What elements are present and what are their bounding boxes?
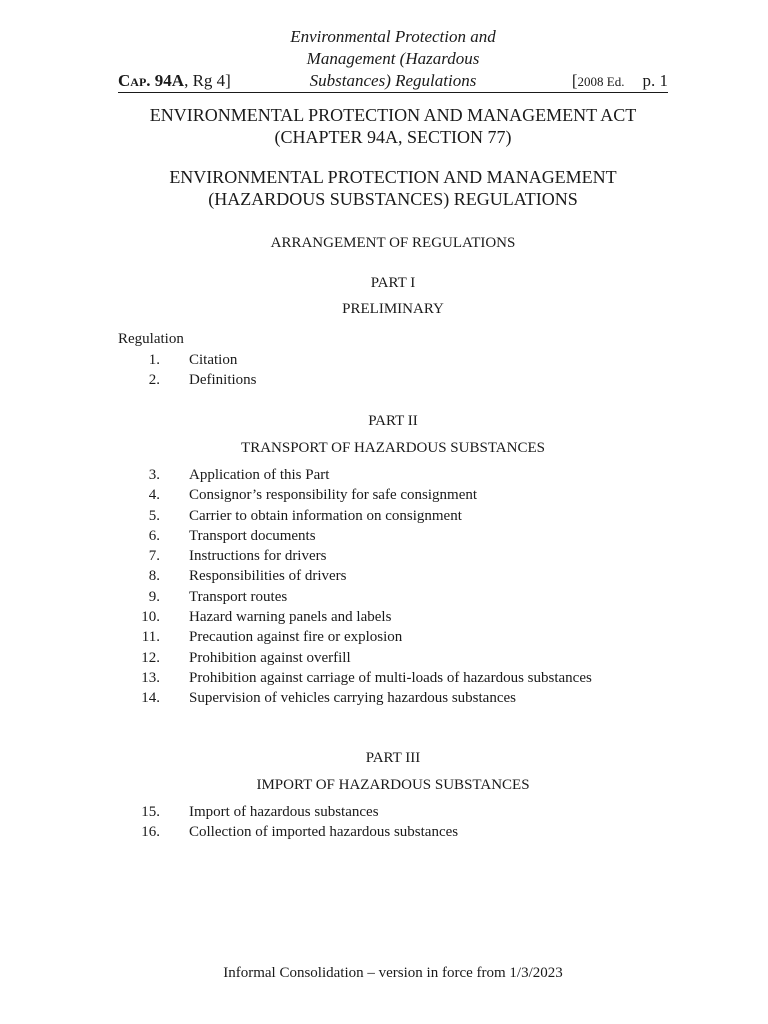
regulation-ref: , Rg 4] [184,71,231,90]
regulation-number: 15. [141,804,160,820]
regulation-title: Transport routes [189,588,288,605]
edition-page [572,70,668,93]
regulation-title: Supervision of vehicles carrying hazardous substances [189,690,516,707]
list-item [118,487,598,504]
part-label: PART I [370,275,416,291]
cap-number: 94A [154,71,185,90]
regulation-title: Responsibilities of drivers [189,568,347,585]
arrangement-heading: ARRANGEMENT OF REGULATIONS [270,235,516,251]
act-title-line: ENVIRONMENTAL PROTECTION AND MANAGEMENT ACT [149,105,637,125]
regulation-number: 16. [141,824,160,841]
part-label: PART III [365,750,421,766]
list-item [118,609,598,626]
list-item [118,670,598,687]
part-heading: IMPORT OF HAZARDOUS SUBSTANCES [256,777,530,793]
list-item [118,528,598,545]
list-item [118,372,598,389]
regulation-number: 12. [141,649,160,666]
regulation-title: Transport documents [189,527,316,544]
regulation-number: 4. [148,487,160,504]
list-item [118,568,598,585]
edition-bracket: [ [571,71,578,90]
regulation-title: Collection of imported hazardous substances [189,824,459,841]
list-item [118,824,598,841]
header-title [268,26,518,92]
edition: 2008 Ed. [577,74,625,89]
regulation-title: Import of hazardous substances [189,804,379,820]
chapter-reference [118,70,231,92]
list-item [118,508,598,525]
regulation-column-label: Regulation [118,331,184,347]
regulation-number: 9. [148,588,160,605]
regulations-title-line: (HAZARDOUS SUBSTANCES) REGULATIONS [208,189,578,209]
page-number: p. 1 [642,71,668,90]
regulation-title: Precaution against fire or explosion [189,629,403,646]
act-title [100,104,686,148]
list-item [118,467,598,484]
regulation-title: Consignor’s responsibility for safe consignment [189,487,478,504]
regulation-list [118,467,598,711]
regulation-number: 5. [148,507,160,524]
list-item [118,690,598,707]
regulation-number: 7. [148,548,160,565]
regulation-title: Instructions for drivers [189,548,327,565]
regulation-title: Definitions [189,372,257,389]
part-label: PART II [368,413,418,429]
regulations-title [100,166,686,210]
regulations-title-line: ENVIRONMENTAL PROTECTION AND MANAGEMENT [169,167,617,187]
header-title-line: Substances) Regulations [309,71,477,90]
regulation-number: 8. [148,568,160,585]
running-header [118,26,668,92]
header-title-line: Management (Hazardous [306,49,480,68]
regulation-number: 14. [141,690,160,707]
regulation-number: 1. [148,352,160,368]
list-item [118,589,598,606]
regulation-number: 10. [141,609,160,626]
regulation-title: Citation [189,352,238,368]
regulation-title: Application of this Part [189,467,330,483]
regulation-title: Prohibition against overfill [189,649,351,666]
list-item [118,548,598,565]
list-item [118,650,598,667]
list-item [118,352,598,369]
header-title-line: Environmental Protection and [290,27,496,46]
list-item [118,804,598,821]
act-title-line: (CHAPTER 94A, SECTION 77) [274,127,512,147]
regulation-number: 13. [141,669,160,686]
regulation-list [118,804,598,845]
regulation-number: 2. [148,372,160,389]
part-heading: TRANSPORT OF HAZARDOUS SUBSTANCES [241,440,545,456]
regulation-number: 3. [148,467,160,483]
regulation-list [118,352,598,393]
list-item [118,629,598,646]
regulation-title: Carrier to obtain information on consignment [189,507,462,524]
regulation-number: 11. [141,629,160,646]
regulation-number: 6. [148,527,160,544]
regulation-title: Hazard warning panels and labels [189,609,392,626]
header-divider [118,92,668,93]
regulation-title: Prohibition against carriage of multi-loads of hazardous substances [189,669,592,686]
consolidation-footer: Informal Consolidation – version in force from 1/3/2023 [223,965,563,981]
cap-abbrev: Cap. [118,71,151,90]
part-heading: PRELIMINARY [342,301,444,317]
